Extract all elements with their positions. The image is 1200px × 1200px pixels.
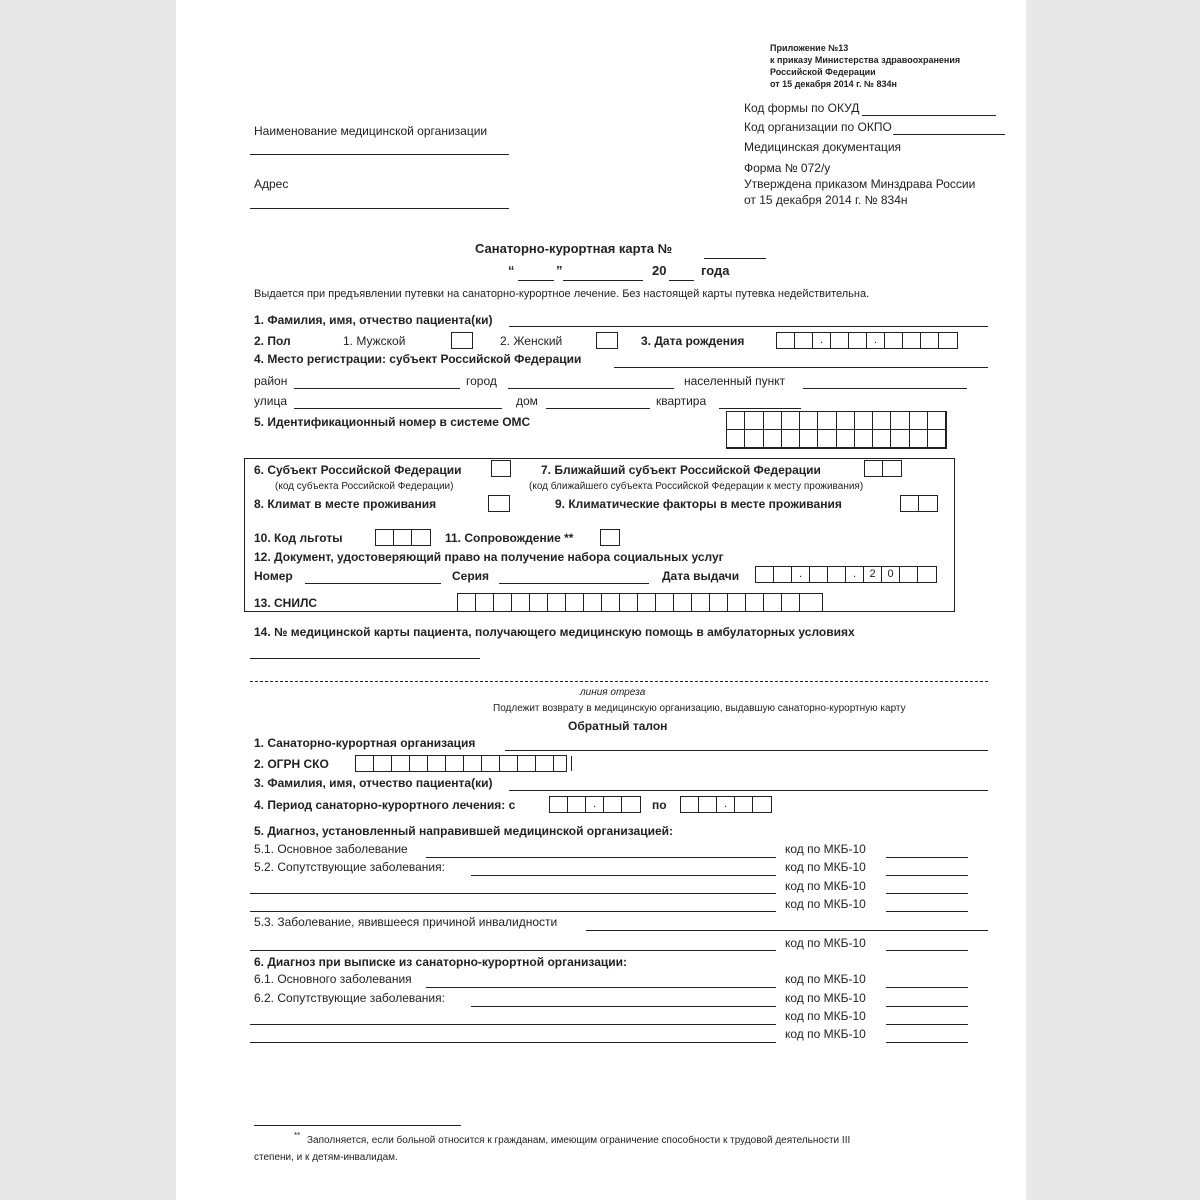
benefit-code-boxes[interactable]: [375, 529, 431, 546]
disability-cause-field-2[interactable]: [250, 950, 776, 951]
mkb-field[interactable]: [886, 1024, 968, 1025]
discharge-comorbid-field[interactable]: [250, 1042, 776, 1043]
stub-title: Обратный талон: [568, 719, 668, 733]
city-field[interactable]: [508, 388, 674, 389]
sex-label: 2. Пол: [254, 334, 291, 348]
digit-box[interactable]: [900, 567, 918, 582]
male-label: 1. Мужской: [343, 334, 406, 348]
doc-series-label: Серия: [452, 569, 490, 583]
okud-field[interactable]: [862, 115, 996, 116]
climate-label: 8. Климат в месте проживания: [254, 497, 437, 511]
mkb-label: код по МКБ-10: [785, 991, 866, 1005]
digit-box[interactable]: [756, 567, 774, 582]
escort-label: 11. Сопровождение **: [445, 531, 574, 545]
year-digit: 0: [882, 567, 900, 582]
mkb-label: код по МКБ-10: [785, 1009, 866, 1023]
outpatient-card-label: 14. № медицинской карты пациента, получающего медицинскую помощь в амбулаторных условиях: [254, 625, 855, 639]
city-label: город: [466, 374, 497, 388]
discharge-comorbid-field[interactable]: [471, 1006, 776, 1007]
footnote-mark: **: [294, 1131, 301, 1140]
form-number: Форма № 072/у: [744, 161, 831, 175]
mkb-field[interactable]: [886, 911, 968, 912]
footnote-separator: [254, 1125, 461, 1126]
nearest-subject-sub-label: (код ближайшего субъекта Российской Федерации к месту проживания): [529, 481, 864, 492]
comorbid-field[interactable]: [471, 875, 776, 876]
card-title: Санаторно-курортная карта №: [475, 241, 673, 256]
doc-number-label: Номер: [254, 569, 293, 583]
digit-box[interactable]: [777, 333, 795, 348]
card-number-field[interactable]: [704, 258, 766, 259]
stub-patient-field[interactable]: [509, 790, 988, 791]
notice-text: Выдается при предъявлении путевки на санаторно-курортное лечение. Без настоящей карты путевка недействительна.: [254, 288, 870, 300]
snils-label: 13. СНИЛС: [254, 596, 318, 610]
ogrn-boxes[interactable]: [355, 755, 567, 772]
period-to-boxes[interactable]: [680, 796, 772, 813]
quote-open: “: [508, 263, 515, 278]
dot-box: .: [813, 333, 831, 348]
comorbid-field[interactable]: [250, 893, 776, 894]
digit-box[interactable]: [903, 333, 921, 348]
outpatient-card-field[interactable]: [250, 658, 480, 659]
subject-code-box[interactable]: [491, 460, 511, 477]
patient-name-label: 1. Фамилия, имя, отчество пациента(ки): [254, 313, 493, 327]
digit-box[interactable]: [885, 333, 903, 348]
registration-label: 4. Место регистрации: субъект Российской Федерации: [254, 352, 582, 366]
digit-box[interactable]: [849, 333, 867, 348]
quote-close: ”: [556, 263, 563, 278]
escort-box[interactable]: [600, 529, 620, 546]
digit-box[interactable]: [918, 567, 936, 582]
digit-box[interactable]: [795, 333, 813, 348]
climate-factors-boxes[interactable]: [900, 495, 938, 512]
district-label: район: [254, 374, 288, 388]
dot-box: .: [586, 797, 604, 812]
house-field[interactable]: [546, 408, 650, 409]
footnote-line-2: степени, и к детям-инвалидам.: [254, 1152, 398, 1163]
street-field[interactable]: [294, 408, 502, 409]
approved-line-2: от 15 декабря 2014 г. № 834н: [744, 193, 908, 207]
apartment-label: квартира: [656, 394, 707, 408]
main-disease-label: 5.1. Основное заболевание: [254, 842, 408, 856]
okpo-field[interactable]: [893, 134, 1005, 135]
main-disease-field[interactable]: [426, 857, 776, 858]
discharge-diagnosis-label: 6. Диагноз при выписке из санаторно-курортной организации:: [254, 955, 628, 969]
issue-date-label: Дата выдачи: [662, 569, 740, 583]
mkb-label: код по МКБ-10: [785, 936, 866, 950]
year-field[interactable]: [669, 280, 694, 281]
climate-factors-label: 9. Климатические факторы в месте проживания: [555, 497, 842, 511]
doc-number-field[interactable]: [305, 583, 441, 584]
org-name-label: Наименование медицинской организации: [254, 124, 488, 138]
approved-line-1: Утверждена приказом Минздрава России: [744, 177, 976, 191]
address-label: Адрес: [254, 177, 289, 191]
sanatorium-label: 1. Санаторно-курортная организация: [254, 736, 476, 750]
year-suffix: года: [701, 263, 730, 278]
discharge-comorbid-field[interactable]: [250, 1024, 776, 1025]
house-label: дом: [516, 394, 538, 408]
mkb-label: код по МКБ-10: [785, 1027, 866, 1041]
appendix-note: [770, 42, 960, 90]
org-name-field[interactable]: [250, 154, 509, 155]
mkb-field[interactable]: [886, 893, 968, 894]
mkb-field[interactable]: [886, 857, 968, 858]
discharge-main-label: 6.1. Основного заболевания: [254, 972, 412, 986]
digit-box[interactable]: [921, 333, 939, 348]
subject-label: 6. Субъект Российской Федерации: [254, 463, 462, 477]
mkb-label: код по МКБ-10: [785, 879, 866, 893]
year-prefix: 20: [652, 263, 667, 278]
digit-box[interactable]: [810, 567, 828, 582]
street-label: улица: [254, 394, 287, 408]
dot-box: .: [867, 333, 885, 348]
month-field[interactable]: [563, 280, 643, 281]
snils-boxes[interactable]: [457, 593, 823, 612]
oms-label: 5. Идентификационный номер в системе ОМС: [254, 415, 531, 429]
okud-label: Код формы по ОКУД: [744, 101, 860, 115]
okpo-label: Код организации по ОКПО: [744, 120, 892, 134]
nearest-subject-label: 7. Ближайший субъект Российской Федерации: [541, 463, 821, 477]
sanatorium-field[interactable]: [505, 750, 988, 751]
appendix-line: от 15 декабря 2014 г. № 834н: [770, 79, 897, 89]
digit-box[interactable]: [828, 567, 846, 582]
appendix-line: Приложение №13: [770, 43, 849, 53]
address-field[interactable]: [250, 208, 509, 209]
mkb-label: код по МКБ-10: [785, 842, 866, 856]
disability-cause-field[interactable]: [586, 930, 988, 931]
comorbid-field[interactable]: [250, 911, 776, 912]
birth-date-boxes[interactable]: [776, 332, 958, 349]
oms-number-boxes[interactable]: [726, 411, 947, 449]
mkb-field[interactable]: [886, 950, 968, 951]
mkb-field[interactable]: [886, 875, 968, 876]
footnote-line-1: Заполняется, если больной относится к гражданам, имеющим ограничение способности к трудовой деятельности III: [307, 1135, 851, 1146]
med-doc-label: Медицинская документация: [744, 140, 902, 154]
dot-box: .: [792, 567, 810, 582]
climate-box[interactable]: [488, 495, 510, 512]
social-doc-label: 12. Документ, удостоверяющий право на получение набора социальных услуг: [254, 550, 724, 564]
doc-series-field[interactable]: [499, 583, 649, 584]
locality-label: населенный пункт: [684, 374, 786, 388]
benefit-code-label: 10. Код льготы: [254, 531, 343, 545]
mkb-field[interactable]: [886, 1006, 968, 1007]
day-field[interactable]: [518, 280, 554, 281]
nearest-subject-boxes[interactable]: [864, 460, 902, 477]
mkb-label: код по МКБ-10: [785, 897, 866, 911]
period-label: 4. Период санаторно-курортного лечения: с: [254, 798, 516, 812]
stub-patient-label: 3. Фамилия, имя, отчество пациента(ки): [254, 776, 493, 790]
digit-box[interactable]: [939, 333, 957, 348]
ogrn-label: 2. ОГРН СКО: [254, 757, 329, 771]
region-field[interactable]: [614, 367, 988, 368]
mkb-field[interactable]: [886, 987, 968, 988]
mkb-label: код по МКБ-10: [785, 860, 866, 874]
referral-diagnosis-label: 5. Диагноз, установленный направившей медицинской организацией:: [254, 824, 674, 838]
birth-date-label: 3. Дата рождения: [641, 334, 745, 348]
locality-field[interactable]: [803, 388, 967, 389]
cut-line: [250, 681, 988, 682]
discharge-main-field[interactable]: [426, 987, 776, 988]
female-label: 2. Женский: [500, 334, 563, 348]
digit-box[interactable]: [774, 567, 792, 582]
mkb-field[interactable]: [886, 1042, 968, 1043]
appendix-line: к приказу Министерства здравоохранения: [770, 55, 961, 65]
apartment-field[interactable]: [719, 408, 801, 409]
cut-line-label: линия отреза: [580, 687, 646, 698]
subject-sub-label: (код субъекта Российской Федерации): [275, 481, 454, 492]
discharge-comorbid-label: 6.2. Сопутствующие заболевания:: [254, 991, 445, 1005]
dot-box: .: [846, 567, 864, 582]
return-note: Подлежит возврату в медицинскую организацию, выдавшую санаторно-курортную карту: [493, 703, 906, 714]
year-digit: 2: [864, 567, 882, 582]
appendix-line: Российской Федерации: [770, 67, 876, 77]
period-from-boxes[interactable]: [549, 796, 641, 813]
period-to-label: по: [652, 798, 667, 812]
digit-box[interactable]: [831, 333, 849, 348]
dot-box: .: [717, 797, 735, 812]
female-checkbox[interactable]: [596, 332, 618, 349]
disability-cause-label: 5.3. Заболевание, явившееся причиной инвалидности: [254, 915, 558, 929]
mkb-label: код по МКБ-10: [785, 972, 866, 986]
patient-name-field[interactable]: [509, 326, 988, 327]
issue-date-boxes[interactable]: [755, 566, 937, 583]
male-checkbox[interactable]: [451, 332, 473, 349]
district-field[interactable]: [294, 388, 460, 389]
comorbid-label: 5.2. Сопутствующие заболевания:: [254, 860, 445, 874]
